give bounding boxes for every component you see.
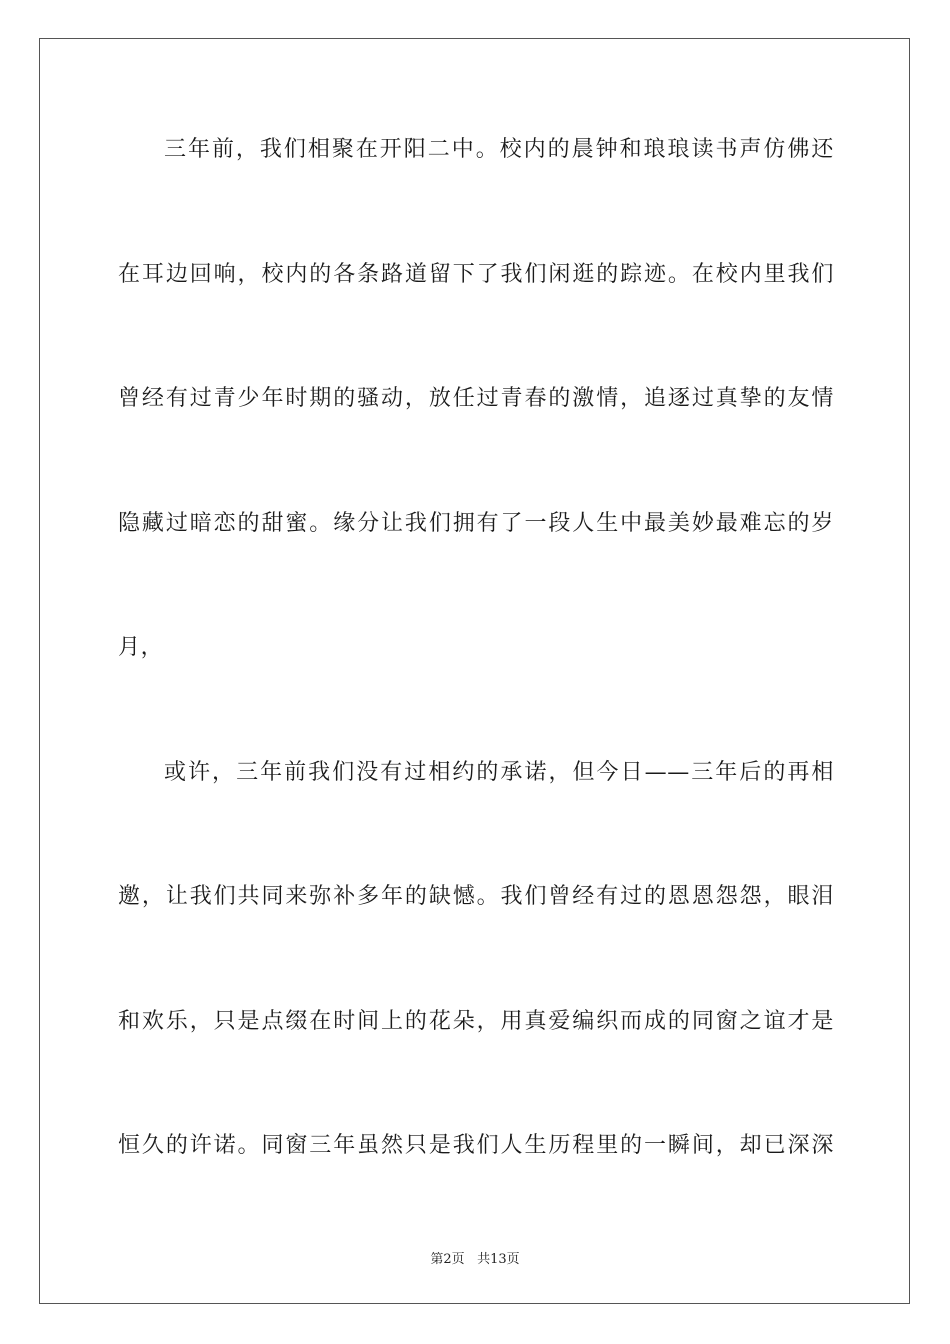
paragraph-line: 三年前，我们相聚在开阳二中。校内的晨钟和琅琅读书声仿佛还	[164, 137, 834, 162]
paragraph-line: 和欢乐，只是点缀在时间上的花朵，用真爱编织而成的同窗之谊才是	[118, 1009, 834, 1034]
paragraph-line: 月，	[118, 635, 164, 660]
page-total: 共13页	[477, 1252, 520, 1267]
paragraph-line: 或许，三年前我们没有过相约的承诺，但今日——三年后的再相	[164, 760, 834, 785]
page-number: 第2页	[430, 1252, 465, 1267]
paragraph-line: 邀，让我们共同来弥补多年的缺憾。我们曾经有过的恩恩怨怨，眼泪	[118, 884, 834, 909]
paragraph-line: 隐藏过暗恋的甜蜜。缘分让我们拥有了一段人生中最美妙最难忘的岁	[118, 511, 834, 536]
paragraph-line: 在耳边回响，校内的各条路道留下了我们闲逛的踪迹。在校内里我们	[118, 262, 834, 287]
page-footer	[0, 1248, 950, 1267]
page-border	[39, 38, 910, 1304]
paragraph-line: 恒久的许诺。同窗三年虽然只是我们人生历程里的一瞬间，却已深深	[118, 1133, 834, 1158]
paragraph-line: 曾经有过青少年时期的骚动，放任过青春的激情，追逐过真挚的友情	[118, 386, 834, 411]
